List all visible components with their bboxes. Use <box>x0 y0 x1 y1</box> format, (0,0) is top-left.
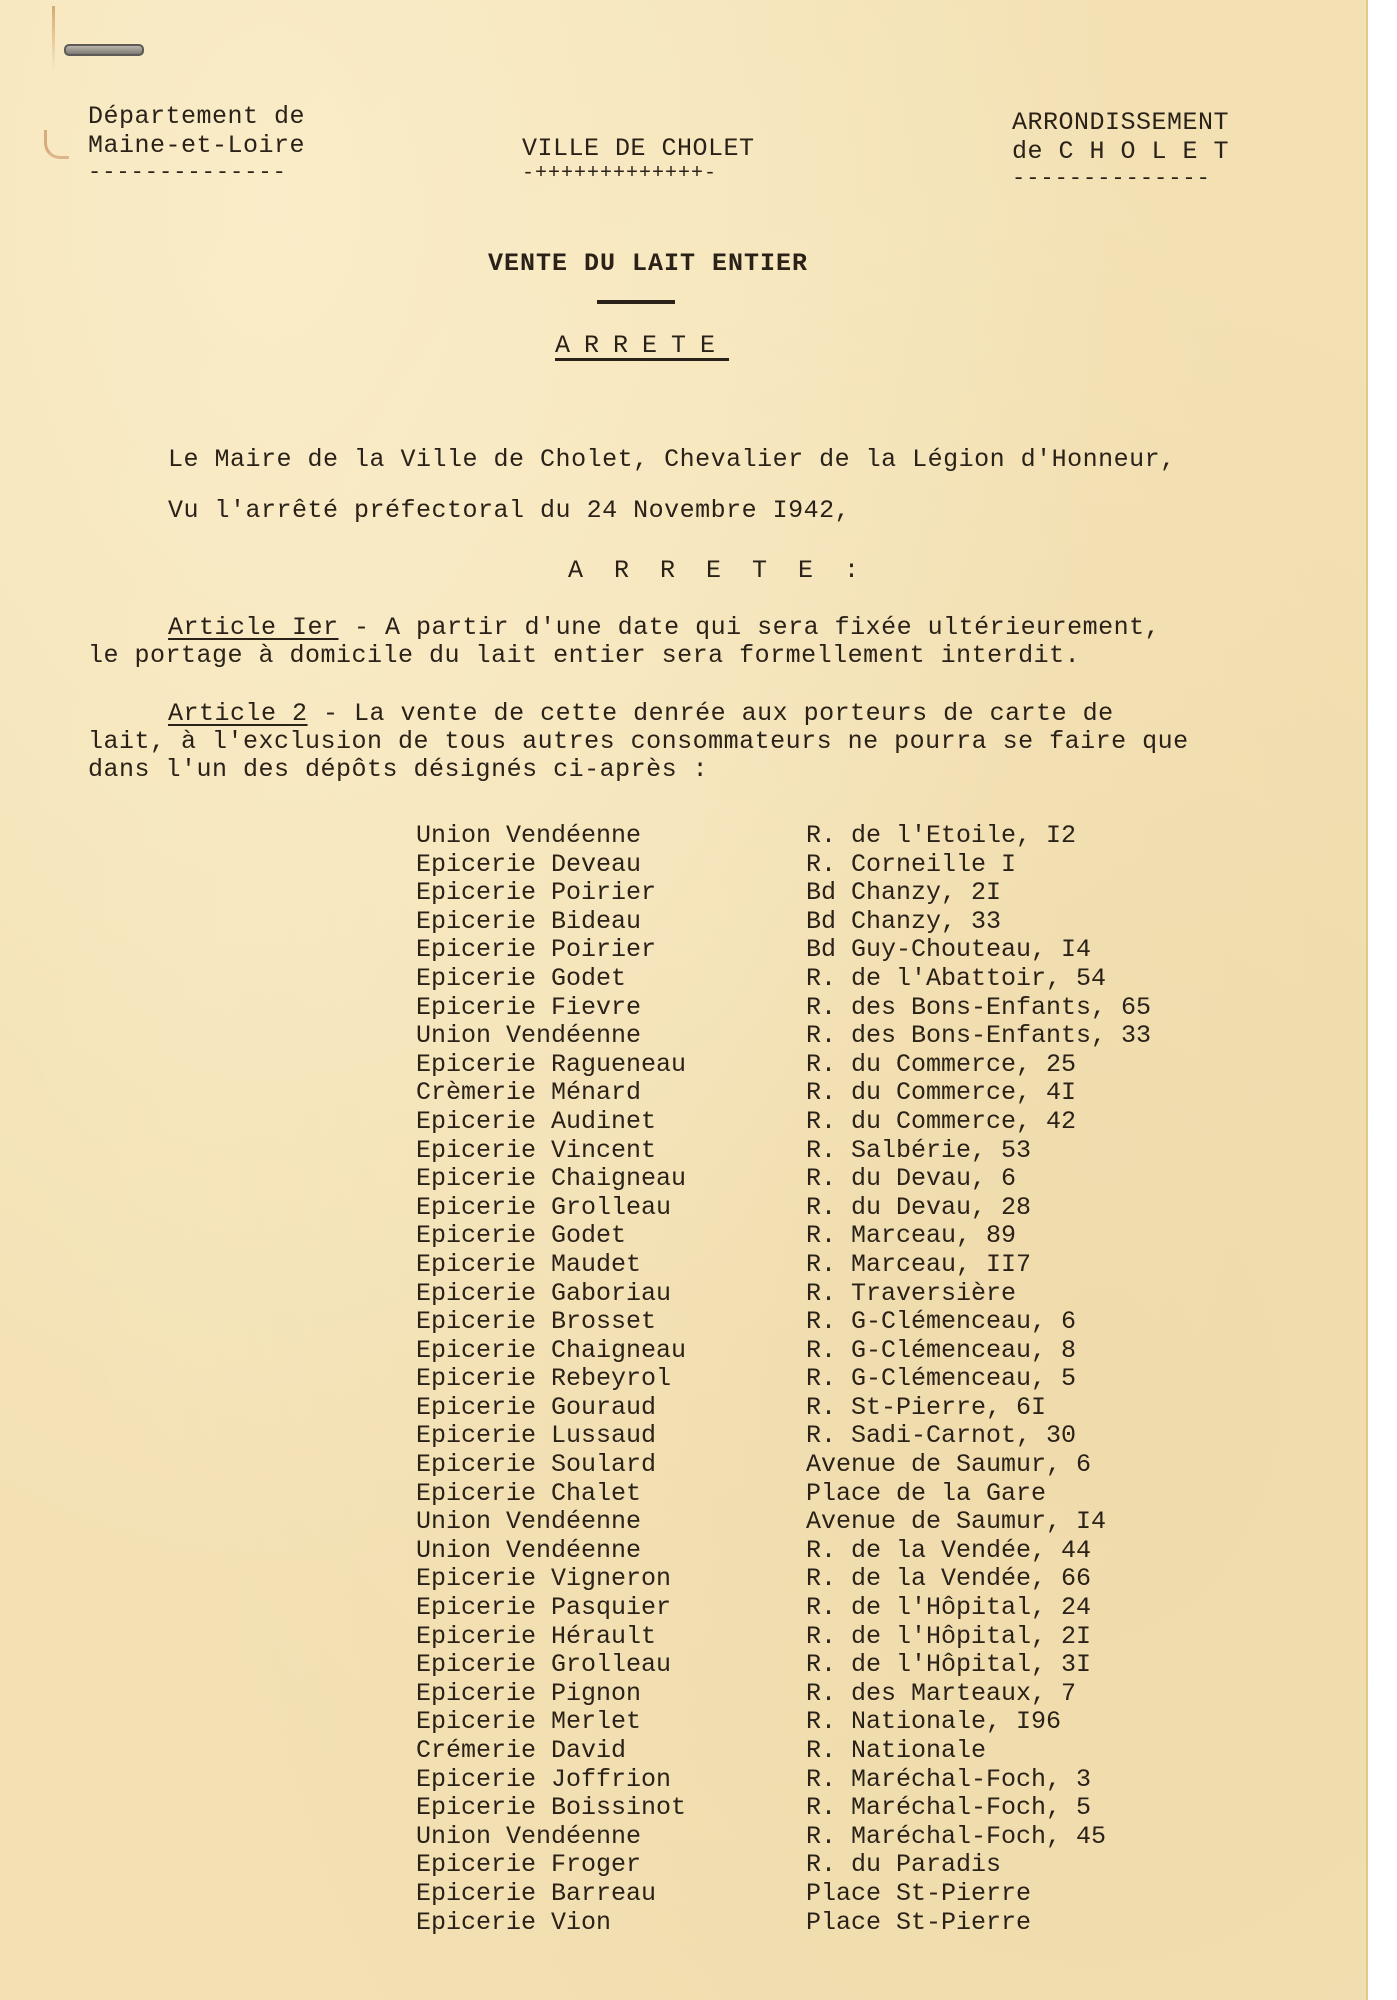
depot-shop-name: Epicerie Vincent <box>416 1135 657 1165</box>
depot-address: Avenue de Saumur, I4 <box>806 1507 1107 1537</box>
header-city: VILLE DE CHOLET <box>522 134 755 163</box>
depot-shop-name: Epicerie Joffrion <box>416 1764 672 1794</box>
depot-row <box>416 1737 1226 1766</box>
depot-shop-name: Epicerie Grolleau <box>416 1192 672 1222</box>
depot-row <box>416 1651 1226 1680</box>
depot-address: R. Marceau, II7 <box>806 1249 1032 1279</box>
depot-shop-name: Epicerie Poirier <box>416 935 657 965</box>
article-1-line2: le portage à domicile du lait entier sera formellement interdit. <box>88 641 1081 670</box>
depot-address: Place St-Pierre <box>806 1907 1032 1937</box>
depot-address: Place de la Gare <box>806 1478 1047 1508</box>
depot-shop-name: Union Vendéenne <box>416 1535 642 1565</box>
depot-address: R. Sadi-Carnot, 30 <box>806 1421 1077 1451</box>
depot-list <box>416 822 1226 1937</box>
depot-shop-name: Epicerie Audinet <box>416 1106 657 1136</box>
depot-address: R. Traversière <box>806 1278 1017 1308</box>
depot-address: R. G-Clémenceau, 5 <box>806 1364 1077 1394</box>
depot-shop-name: Epicerie Ragueneau <box>416 1049 687 1079</box>
depot-shop-name: Epicerie Gaboriau <box>416 1278 672 1308</box>
depot-row <box>416 1165 1226 1194</box>
depot-address: R. Marceau, 89 <box>806 1221 1017 1251</box>
depot-shop-name: Epicerie Chalet <box>416 1478 642 1508</box>
depot-address: R. Maréchal-Foch, 3 <box>806 1764 1092 1794</box>
article-2-text: - La vente de cette denrée aux porteurs de carte de <box>307 699 1114 728</box>
depot-row <box>416 1565 1226 1594</box>
depot-address: Bd Guy-Chouteau, I4 <box>806 935 1092 965</box>
depot-row <box>416 1451 1226 1480</box>
depot-row <box>416 1794 1226 1823</box>
depot-row <box>416 822 1226 851</box>
depot-address: R. du Paradis <box>806 1850 1002 1880</box>
header-center-rule: -+++++++++++++- <box>522 162 718 185</box>
depot-row <box>416 1766 1226 1795</box>
depot-shop-name: Epicerie Pasquier <box>416 1593 672 1623</box>
depot-address: R. Salbérie, 53 <box>806 1135 1032 1165</box>
depot-shop-name: Epicerie Chaigneau <box>416 1164 687 1194</box>
depot-shop-name: Epicerie Rebeyrol <box>416 1364 672 1394</box>
depot-row <box>416 1623 1226 1652</box>
depot-row <box>416 1022 1226 1051</box>
depot-address: R. du Commerce, 25 <box>806 1049 1077 1079</box>
document-heading: ARRETE <box>555 331 730 360</box>
depot-shop-name: Union Vendéenne <box>416 1021 642 1051</box>
depot-shop-name: Epicerie Bideau <box>416 906 642 936</box>
depot-shop-name: Epicerie Godet <box>416 1221 627 1251</box>
depot-row <box>416 1851 1226 1880</box>
depot-row <box>416 1909 1226 1938</box>
depot-address: R. des Marteaux, 7 <box>806 1678 1077 1708</box>
preamble-mayor: Le Maire de la Ville de Cholet, Chevalier de la Légion d'Honneur, <box>168 445 1176 474</box>
article-1-label: Article Ier <box>168 613 339 642</box>
depot-row <box>416 1308 1226 1337</box>
depot-shop-name: Epicerie Brosset <box>416 1307 657 1337</box>
depot-row <box>416 1594 1226 1623</box>
depot-address: Bd Chanzy, 2I <box>806 878 1002 908</box>
depot-row <box>416 1108 1226 1137</box>
depot-address: Bd Chanzy, 33 <box>806 906 1002 936</box>
depot-address: R. Nationale <box>806 1736 987 1765</box>
depot-row <box>416 1365 1226 1394</box>
depot-shop-name: Epicerie Soulard <box>416 1450 657 1480</box>
depot-row <box>416 1880 1226 1909</box>
depot-shop-name: Union Vendéenne <box>416 1821 642 1851</box>
header-left-rule: -------------- <box>88 160 287 185</box>
depot-address: R. G-Clémenceau, 8 <box>806 1335 1077 1365</box>
rust-ring-stain <box>44 130 69 159</box>
depot-shop-name: Epicerie Pignon <box>416 1678 642 1708</box>
depot-address: R. du Devau, 6 <box>806 1164 1017 1194</box>
depot-row <box>416 965 1226 994</box>
header-right-rule: -------------- <box>1012 166 1211 191</box>
header-arrondissement-line1: ARRONDISSEMENT <box>1012 108 1230 137</box>
depot-shop-name: Epicerie Godet <box>416 963 627 993</box>
depot-address: R. de la Vendée, 66 <box>806 1564 1092 1594</box>
depot-shop-name: Epicerie Froger <box>416 1850 642 1880</box>
depot-row <box>416 936 1226 965</box>
depot-address: R. de la Vendée, 44 <box>806 1535 1092 1565</box>
depot-address: R. de l'Etoile, I2 <box>806 821 1077 850</box>
article-2-line2: lait, à l'exclusion de tous autres consommateurs ne pourra se faire que <box>88 727 1189 756</box>
depot-row <box>416 1280 1226 1309</box>
header-arrondissement-line2: de C H O L E T <box>1012 137 1230 166</box>
depot-address: R. St-Pierre, 6I <box>806 1392 1047 1422</box>
rust-stain <box>52 6 55 70</box>
depot-shop-name: Epicerie Vigneron <box>416 1564 672 1594</box>
depot-row <box>416 1394 1226 1423</box>
depot-row <box>416 851 1226 880</box>
depot-row <box>416 1079 1226 1108</box>
depot-address: R. des Bons-Enfants, 33 <box>806 1021 1152 1051</box>
depot-address: R. Corneille I <box>806 849 1017 879</box>
depot-row <box>416 1337 1226 1366</box>
header-department-line1: Département de <box>88 102 306 131</box>
depot-shop-name: Epicerie Chaigneau <box>416 1335 687 1365</box>
depot-address: R. Nationale, I96 <box>806 1707 1062 1737</box>
depot-row <box>416 1194 1226 1223</box>
article-2-label: Article 2 <box>168 699 308 728</box>
depot-row <box>416 1222 1226 1251</box>
depot-row <box>416 1251 1226 1280</box>
depot-shop-name: Union Vendéenne <box>416 1507 642 1537</box>
depot-row <box>416 1823 1226 1852</box>
depot-address: Avenue de Saumur, 6 <box>806 1450 1092 1480</box>
decree-heading: A R R E T E : <box>568 556 868 585</box>
depot-row <box>416 994 1226 1023</box>
depot-shop-name: Epicerie Lussaud <box>416 1421 657 1451</box>
depot-address: R. Maréchal-Foch, 5 <box>806 1793 1092 1823</box>
depot-shop-name: Epicerie Boissinot <box>416 1793 687 1823</box>
title-rule <box>597 300 675 304</box>
depot-row <box>416 1708 1226 1737</box>
article-1-text: - A partir d'une date qui sera fixée ultérieurement, <box>338 613 1161 642</box>
article-2-line3: dans l'un des dépôts désignés ci-après : <box>88 755 709 784</box>
depot-address: R. de l'Hôpital, 3I <box>806 1650 1092 1680</box>
depot-address: R. de l'Abattoir, 54 <box>806 963 1107 993</box>
depot-address: R. de l'Hôpital, 2I <box>806 1621 1092 1651</box>
depot-shop-name: Epicerie Maudet <box>416 1249 642 1279</box>
depot-shop-name: Epicerie Grolleau <box>416 1650 672 1680</box>
article-1-line1 <box>168 614 1160 642</box>
depot-address: R. G-Clémenceau, 6 <box>806 1307 1077 1337</box>
depot-address: Place St-Pierre <box>806 1878 1032 1908</box>
depot-address: R. de l'Hôpital, 24 <box>806 1593 1092 1623</box>
depot-shop-name: Epicerie Poirier <box>416 878 657 908</box>
depot-address: R. du Commerce, 42 <box>806 1106 1077 1136</box>
header-department-line2: Maine-et-Loire <box>88 131 306 160</box>
depot-address: R. du Devau, 28 <box>806 1192 1032 1222</box>
depot-shop-name: Crémerie David <box>416 1736 627 1765</box>
depot-row <box>416 879 1226 908</box>
depot-address: R. Maréchal-Foch, 45 <box>806 1821 1107 1851</box>
depot-row <box>416 1537 1226 1566</box>
depot-shop-name: Crèmerie Ménard <box>416 1078 642 1108</box>
depot-row <box>416 1508 1226 1537</box>
depot-shop-name: Epicerie Deveau <box>416 849 642 879</box>
depot-row <box>416 1051 1226 1080</box>
depot-shop-name: Epicerie Barreau <box>416 1878 657 1908</box>
depot-row <box>416 1480 1226 1509</box>
article-2-line1 <box>168 700 1114 728</box>
depot-shop-name: Epicerie Hérault <box>416 1621 657 1651</box>
depot-row <box>416 908 1226 937</box>
preamble-reference: Vu l'arrêté préfectoral du 24 Novembre I942, <box>168 496 851 525</box>
depot-address: R. du Commerce, 4I <box>806 1078 1077 1108</box>
depot-address: R. des Bons-Enfants, 65 <box>806 992 1152 1022</box>
depot-row <box>416 1422 1226 1451</box>
depot-shop-name: Epicerie Gouraud <box>416 1392 657 1422</box>
depot-row <box>416 1680 1226 1709</box>
depot-shop-name: Epicerie Vion <box>416 1907 612 1937</box>
depot-shop-name: Union Vendéenne <box>416 821 642 850</box>
depot-row <box>416 1137 1226 1166</box>
staple-icon <box>64 44 144 56</box>
depot-shop-name: Epicerie Fievre <box>416 992 642 1022</box>
document-title: VENTE DU LAIT ENTIER <box>488 249 809 278</box>
depot-shop-name: Epicerie Merlet <box>416 1707 642 1737</box>
